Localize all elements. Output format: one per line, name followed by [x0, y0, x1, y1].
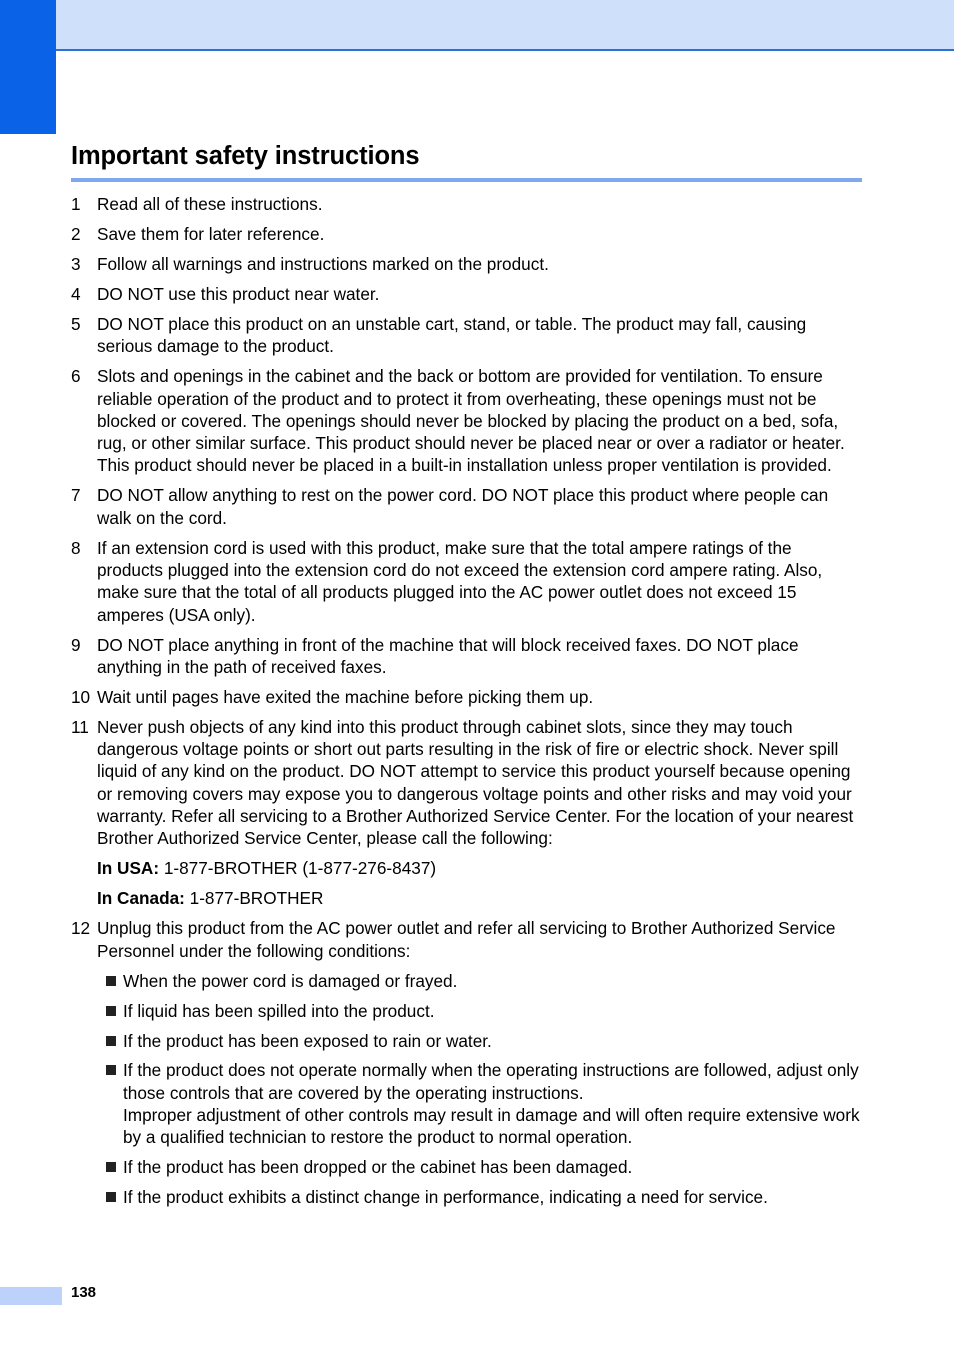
list-item — [71, 917, 862, 962]
list-item — [71, 193, 862, 215]
instructions-list — [71, 193, 862, 1216]
condition-text: If liquid has been spilled into the product. — [123, 1000, 435, 1021]
item-text: Slots and openings in the cabinet and the back or bottom are provided for ventilation. To ensure reliable operation of the product and to protect it from overheating, these openings must not be blocked or covered. The openings should never be blocked by placing the product on a bed, sofa, rug, or other similar surface. This product should never be placed near or over a radiator or heater. This product should never be placed in a built-in installation unless proper ventilation is provided. — [97, 366, 845, 476]
item-number: 9 — [71, 634, 81, 655]
contact-usa — [97, 857, 862, 879]
item-number: 10 — [71, 686, 91, 707]
item-text: DO NOT place this product on an unstable cart, stand, or table. The product may fall, causing serious damage to the product. — [97, 313, 807, 357]
contact-canada-number: 1-877-BROTHER — [189, 888, 324, 909]
condition-item — [105, 1186, 862, 1208]
contact-usa-label: In USA: — [97, 858, 160, 879]
square-bullet-icon — [105, 1000, 123, 1022]
item-number: 11 — [71, 716, 89, 737]
list-item — [71, 253, 862, 275]
contact-canada-label: In Canada: — [97, 888, 185, 909]
item-text: DO NOT place anything in front of the machine that will block received faxes. DO NOT place anything in the path of received faxes. — [97, 634, 799, 677]
condition-text: If the product does not operate normally when the operating instructions are followed, adjust only those controls that are covered by the operating instructions. — [123, 1060, 859, 1103]
item-text: Never push objects of any kind into this product through cabinet slots, since they may touch dangerous voltage points or short out parts resulting in the risk of fire or electric shock. Never spill liquid of any kind on the product. DO NOT attempt to service this product yourself because opening or removing covers may expose you to dangerous voltage points and other risks and may void your warranty. Refer all servicing to a Brother Authorized Service Center. For the location of your nearest Brother Authorized Service Center, please call the following: — [97, 716, 854, 849]
item-text: Follow all warnings and instructions marked on the product. — [97, 253, 549, 274]
item-number: 5 — [71, 313, 81, 334]
condition-text: If the product has been exposed to rain or water. — [123, 1030, 492, 1051]
item-number: 4 — [71, 283, 81, 304]
condition-item — [105, 1156, 862, 1178]
square-bullet-icon — [105, 1059, 123, 1148]
condition-item — [105, 1059, 862, 1148]
item-text: DO NOT use this product near water. — [97, 283, 380, 304]
condition-note: Improper adjustment of other controls may result in damage and will often require extensive work by a qualified technician to restore the product to normal operation. — [123, 1105, 860, 1148]
square-bullet-icon — [105, 970, 123, 992]
list-item — [71, 634, 862, 679]
item-text: DO NOT allow anything to rest on the power cord. DO NOT place this product where people can walk on the cord. — [97, 485, 829, 528]
item-number: 1 — [71, 194, 81, 214]
square-bullet-icon — [105, 1186, 123, 1208]
item-text: Read all of these instructions. — [97, 194, 323, 214]
item-number: 6 — [71, 366, 81, 387]
chapter-tab — [0, 0, 56, 134]
list-item — [71, 223, 862, 245]
list-item — [71, 283, 862, 305]
list-item — [71, 365, 862, 476]
contact-canada — [97, 887, 862, 909]
square-bullet-icon — [105, 1156, 123, 1178]
page-title: Important safety instructions — [71, 142, 420, 170]
condition-block — [123, 1059, 862, 1148]
item-number: 12 — [71, 918, 91, 939]
item-number: 8 — [71, 537, 81, 558]
title-rule — [71, 178, 862, 182]
list-item — [71, 313, 862, 358]
list-item — [71, 716, 862, 850]
item-number: 7 — [71, 485, 81, 506]
condition-item — [105, 1000, 862, 1022]
condition-item — [105, 1030, 862, 1052]
condition-text: If the product exhibits a distinct change in performance, indicating a need for service. — [123, 1187, 768, 1208]
item-number: 2 — [71, 223, 81, 244]
page-number: 138 — [71, 1284, 97, 1301]
condition-item — [105, 970, 862, 992]
footer-band — [0, 1287, 62, 1305]
item-number: 3 — [71, 253, 81, 274]
item-text: Save them for later reference. — [97, 223, 325, 244]
item-text: Unplug this product from the AC power outlet and refer all servicing to Brother Authorized Service Personnel under the following conditions: — [97, 918, 836, 961]
list-item — [71, 686, 862, 708]
item-text: Wait until pages have exited the machine before picking them up. — [97, 686, 594, 707]
contact-usa-number: 1-877-BROTHER (1-877-276-8437) — [163, 858, 437, 879]
square-bullet-icon — [105, 1030, 123, 1052]
header-band — [56, 0, 954, 51]
condition-text: If the product has been dropped or the cabinet has been damaged. — [123, 1157, 633, 1178]
condition-text: When the power cord is damaged or frayed. — [123, 970, 458, 991]
list-item — [71, 537, 862, 626]
item-text: If an extension cord is used with this product, make sure that the total ampere ratings of the products plugged into the extension cord do not exceed the extension cord ampere rating. Also, make sure that the total of all products plugged into the AC power outlet does not exceed 15 amperes (USA only). — [97, 537, 823, 625]
list-item — [71, 484, 862, 529]
